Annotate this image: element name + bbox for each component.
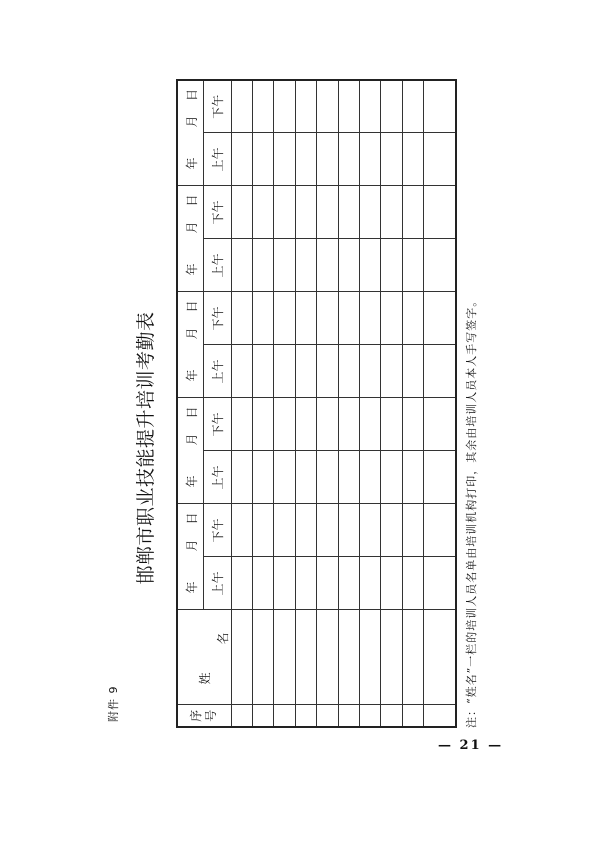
signature-cell bbox=[317, 504, 338, 557]
signature-cell bbox=[274, 504, 295, 557]
header-afternoon: 下午 bbox=[203, 504, 231, 557]
name-cell bbox=[317, 610, 338, 705]
signature-cell bbox=[252, 345, 273, 398]
date-month-label: 月 bbox=[185, 433, 199, 446]
signature-cell bbox=[402, 186, 423, 239]
header-morning: 上午 bbox=[203, 133, 231, 186]
table-row bbox=[360, 80, 381, 727]
header-afternoon: 下午 bbox=[203, 398, 231, 451]
date-day-label: 日 bbox=[185, 512, 199, 525]
table-row bbox=[402, 80, 423, 727]
name-cell bbox=[360, 610, 381, 705]
signature-cell bbox=[252, 186, 273, 239]
signature-cell bbox=[381, 557, 402, 610]
signature-cell bbox=[252, 398, 273, 451]
signature-cell bbox=[381, 133, 402, 186]
signature-cell bbox=[360, 186, 381, 239]
signature-cell bbox=[317, 80, 338, 133]
signature-cell bbox=[317, 451, 338, 504]
footnote: 注：“姓名”一栏的培训人员名单由培训机构打印，其余由培训人员本人手写签字。 bbox=[465, 294, 478, 728]
table-body bbox=[231, 80, 456, 727]
signature-cell bbox=[295, 239, 316, 292]
signature-cell bbox=[274, 451, 295, 504]
signature-cell bbox=[338, 133, 359, 186]
signature-cell bbox=[252, 80, 273, 133]
signature-cell bbox=[424, 186, 456, 239]
signature-cell bbox=[295, 186, 316, 239]
name-cell bbox=[338, 610, 359, 705]
table-row bbox=[295, 80, 316, 727]
serial-cell bbox=[231, 705, 252, 727]
signature-cell bbox=[252, 292, 273, 345]
signature-cell bbox=[338, 398, 359, 451]
table-row bbox=[424, 80, 456, 727]
signature-cell bbox=[424, 133, 456, 186]
name-cell bbox=[274, 610, 295, 705]
date-year-label: 年 bbox=[185, 581, 199, 594]
signature-cell bbox=[402, 398, 423, 451]
attachment-label: 附件 9 bbox=[107, 685, 120, 722]
date-day-label: 日 bbox=[185, 89, 199, 102]
date-day-label: 日 bbox=[185, 194, 199, 207]
date-day-label: 日 bbox=[185, 300, 199, 313]
date-month-label: 月 bbox=[185, 327, 199, 340]
header-date-group bbox=[177, 80, 203, 186]
signature-cell bbox=[360, 557, 381, 610]
signature-cell bbox=[274, 345, 295, 398]
header-afternoon: 下午 bbox=[203, 80, 231, 133]
name-cell bbox=[231, 610, 252, 705]
signature-cell bbox=[338, 345, 359, 398]
attendance-table bbox=[176, 79, 457, 728]
signature-cell bbox=[295, 557, 316, 610]
signature-cell bbox=[295, 80, 316, 133]
date-year-label: 年 bbox=[185, 369, 199, 382]
signature-cell bbox=[274, 239, 295, 292]
signature-cell bbox=[231, 451, 252, 504]
serial-cell bbox=[402, 705, 423, 727]
serial-cell bbox=[360, 705, 381, 727]
signature-cell bbox=[402, 292, 423, 345]
page-number: — 21 — bbox=[438, 738, 504, 753]
signature-cell bbox=[402, 80, 423, 133]
serial-cell bbox=[295, 705, 316, 727]
header-name-part2: 名 bbox=[216, 632, 230, 645]
signature-cell bbox=[402, 345, 423, 398]
date-year-label: 年 bbox=[185, 263, 199, 276]
table-row bbox=[274, 80, 295, 727]
signature-cell bbox=[338, 239, 359, 292]
signature-cell bbox=[338, 451, 359, 504]
signature-cell bbox=[338, 557, 359, 610]
rotated-content bbox=[105, 78, 495, 728]
signature-cell bbox=[295, 292, 316, 345]
header-serial bbox=[177, 705, 231, 727]
signature-cell bbox=[295, 504, 316, 557]
header-date-group bbox=[177, 292, 203, 398]
signature-cell bbox=[360, 133, 381, 186]
table-row bbox=[252, 80, 273, 727]
signature-cell bbox=[402, 557, 423, 610]
name-cell bbox=[402, 610, 423, 705]
signature-cell bbox=[295, 133, 316, 186]
signature-cell bbox=[424, 557, 456, 610]
signature-cell bbox=[424, 292, 456, 345]
header-name bbox=[177, 610, 231, 705]
signature-cell bbox=[252, 557, 273, 610]
signature-cell bbox=[274, 186, 295, 239]
signature-cell bbox=[424, 504, 456, 557]
signature-cell bbox=[317, 345, 338, 398]
signature-cell bbox=[338, 186, 359, 239]
signature-cell bbox=[381, 345, 402, 398]
signature-cell bbox=[231, 133, 252, 186]
header-morning: 上午 bbox=[203, 557, 231, 610]
signature-cell bbox=[360, 504, 381, 557]
signature-cell bbox=[274, 398, 295, 451]
name-cell bbox=[252, 610, 273, 705]
header-serial-line2: 号 bbox=[204, 709, 219, 722]
signature-cell bbox=[402, 239, 423, 292]
name-cell bbox=[424, 610, 456, 705]
signature-cell bbox=[231, 239, 252, 292]
signature-cell bbox=[231, 557, 252, 610]
signature-cell bbox=[317, 292, 338, 345]
name-cell bbox=[295, 610, 316, 705]
signature-cell bbox=[231, 186, 252, 239]
signature-cell bbox=[252, 239, 273, 292]
signature-cell bbox=[381, 80, 402, 133]
signature-cell bbox=[424, 239, 456, 292]
header-afternoon: 下午 bbox=[203, 186, 231, 239]
serial-cell bbox=[274, 705, 295, 727]
signature-cell bbox=[381, 292, 402, 345]
header-name-part1: 姓 bbox=[198, 672, 212, 685]
page-title: 邯郸市职业技能提升培训考勤表 bbox=[135, 311, 157, 585]
signature-cell bbox=[317, 186, 338, 239]
signature-cell bbox=[381, 504, 402, 557]
serial-cell bbox=[317, 705, 338, 727]
signature-cell bbox=[338, 504, 359, 557]
date-month-label: 月 bbox=[185, 539, 199, 552]
date-year-label: 年 bbox=[185, 475, 199, 488]
signature-cell bbox=[360, 239, 381, 292]
header-date-group bbox=[177, 504, 203, 610]
serial-cell bbox=[424, 705, 456, 727]
signature-cell bbox=[381, 398, 402, 451]
header-morning: 上午 bbox=[203, 451, 231, 504]
signature-cell bbox=[402, 451, 423, 504]
signature-cell bbox=[360, 451, 381, 504]
signature-cell bbox=[295, 345, 316, 398]
signature-cell bbox=[231, 80, 252, 133]
table-row bbox=[338, 80, 359, 727]
signature-cell bbox=[317, 398, 338, 451]
signature-cell bbox=[338, 80, 359, 133]
signature-cell bbox=[252, 451, 273, 504]
date-year-label: 年 bbox=[185, 157, 199, 170]
signature-cell bbox=[381, 186, 402, 239]
signature-cell bbox=[295, 451, 316, 504]
signature-cell bbox=[231, 504, 252, 557]
header-date-group bbox=[177, 186, 203, 292]
signature-cell bbox=[338, 292, 359, 345]
signature-cell bbox=[295, 398, 316, 451]
table-row bbox=[381, 80, 402, 727]
signature-cell bbox=[252, 504, 273, 557]
signature-cell bbox=[360, 80, 381, 133]
table-row bbox=[231, 80, 252, 727]
signature-cell bbox=[274, 80, 295, 133]
signature-cell bbox=[381, 451, 402, 504]
date-month-label: 月 bbox=[185, 221, 199, 234]
header-morning: 上午 bbox=[203, 345, 231, 398]
header-date-group bbox=[177, 398, 203, 504]
signature-cell bbox=[360, 345, 381, 398]
header-serial-line1: 序 bbox=[189, 709, 204, 722]
serial-cell bbox=[381, 705, 402, 727]
signature-cell bbox=[317, 239, 338, 292]
header-afternoon: 下午 bbox=[203, 292, 231, 345]
date-month-label: 月 bbox=[185, 115, 199, 128]
signature-cell bbox=[274, 292, 295, 345]
header-morning: 上午 bbox=[203, 239, 231, 292]
serial-cell bbox=[252, 705, 273, 727]
signature-cell bbox=[424, 398, 456, 451]
signature-cell bbox=[381, 239, 402, 292]
signature-cell bbox=[252, 133, 273, 186]
signature-cell bbox=[231, 398, 252, 451]
signature-cell bbox=[274, 133, 295, 186]
signature-cell bbox=[360, 398, 381, 451]
date-day-label: 日 bbox=[185, 406, 199, 419]
signature-cell bbox=[231, 292, 252, 345]
signature-cell bbox=[274, 557, 295, 610]
serial-cell bbox=[338, 705, 359, 727]
signature-cell bbox=[424, 80, 456, 133]
signature-cell bbox=[424, 345, 456, 398]
signature-cell bbox=[317, 133, 338, 186]
header-row-dates bbox=[177, 80, 203, 727]
signature-cell bbox=[231, 345, 252, 398]
table-row bbox=[317, 80, 338, 727]
signature-cell bbox=[424, 451, 456, 504]
signature-cell bbox=[402, 504, 423, 557]
signature-cell bbox=[360, 292, 381, 345]
signature-cell bbox=[317, 557, 338, 610]
signature-cell bbox=[402, 133, 423, 186]
name-cell bbox=[381, 610, 402, 705]
